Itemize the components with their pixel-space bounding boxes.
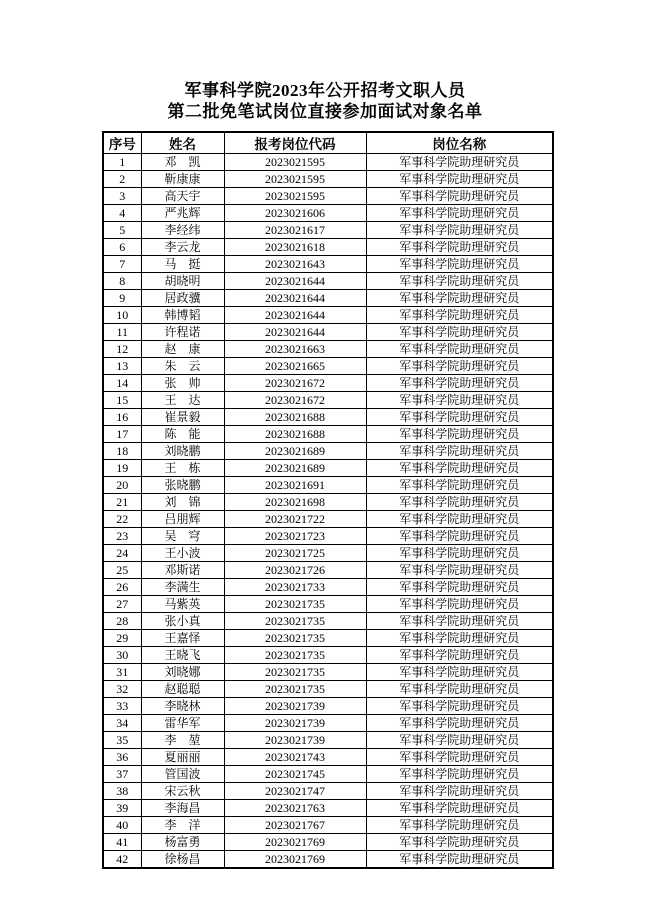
cell-code: 2023021725 — [224, 545, 366, 562]
cell-position: 军事科学院助理研究员 — [366, 511, 553, 528]
cell-code: 2023021689 — [224, 460, 366, 477]
cell-index: 12 — [103, 341, 141, 358]
cell-code: 2023021595 — [224, 188, 366, 205]
cell-name: 李海昌 — [141, 800, 224, 817]
cell-index: 14 — [103, 375, 141, 392]
cell-code: 2023021665 — [224, 358, 366, 375]
cell-position: 军事科学院助理研究员 — [366, 783, 553, 800]
cell-name: 夏丽丽 — [141, 749, 224, 766]
table-row — [103, 647, 553, 664]
cell-position: 军事科学院助理研究员 — [366, 647, 553, 664]
table-row — [103, 205, 553, 222]
cell-code: 2023021595 — [224, 154, 366, 171]
cell-code: 2023021733 — [224, 579, 366, 596]
table-row — [103, 698, 553, 715]
cell-name: 李 堃 — [141, 732, 224, 749]
cell-position: 军事科学院助理研究员 — [366, 596, 553, 613]
cell-index: 9 — [103, 290, 141, 307]
header-cell-index: 序号 — [103, 132, 141, 154]
cell-code: 2023021644 — [224, 324, 366, 341]
cell-name: 张 帅 — [141, 375, 224, 392]
cell-name: 杨富勇 — [141, 834, 224, 851]
cell-index: 17 — [103, 426, 141, 443]
table-header-row — [103, 132, 553, 154]
cell-position: 军事科学院助理研究员 — [366, 409, 553, 426]
cell-name: 王嘉怿 — [141, 630, 224, 647]
cell-index: 27 — [103, 596, 141, 613]
document-title — [0, 0, 650, 122]
cell-index: 32 — [103, 681, 141, 698]
table-row — [103, 392, 553, 409]
cell-code: 2023021689 — [224, 443, 366, 460]
cell-name: 王 达 — [141, 392, 224, 409]
table-row — [103, 613, 553, 630]
header-cell-code: 报考岗位代码 — [224, 132, 366, 154]
table-row — [103, 341, 553, 358]
table-row — [103, 817, 553, 834]
cell-name: 崔景毅 — [141, 409, 224, 426]
cell-position: 军事科学院助理研究员 — [366, 188, 553, 205]
cell-code: 2023021726 — [224, 562, 366, 579]
table-row — [103, 834, 553, 851]
cell-name: 李云龙 — [141, 239, 224, 256]
cell-index: 39 — [103, 800, 141, 817]
cell-name: 赵聪聪 — [141, 681, 224, 698]
cell-name: 胡晓明 — [141, 273, 224, 290]
cell-index: 38 — [103, 783, 141, 800]
cell-name: 刘晓娜 — [141, 664, 224, 681]
cell-name: 雷华军 — [141, 715, 224, 732]
cell-position: 军事科学院助理研究员 — [366, 681, 553, 698]
table-row — [103, 783, 553, 800]
cell-name: 赵 康 — [141, 341, 224, 358]
cell-position: 军事科学院助理研究员 — [366, 392, 553, 409]
table-row — [103, 154, 553, 171]
cell-name: 邓 凯 — [141, 154, 224, 171]
cell-name: 李 洋 — [141, 817, 224, 834]
cell-code: 2023021743 — [224, 749, 366, 766]
cell-index: 40 — [103, 817, 141, 834]
cell-name: 居政骥 — [141, 290, 224, 307]
cell-code: 2023021644 — [224, 273, 366, 290]
cell-position: 军事科学院助理研究员 — [366, 494, 553, 511]
cell-code: 2023021698 — [224, 494, 366, 511]
title-line-2: 第二批免笔试岗位直接参加面试对象名单 — [167, 102, 483, 121]
cell-index: 30 — [103, 647, 141, 664]
cell-index: 3 — [103, 188, 141, 205]
cell-position: 军事科学院助理研究员 — [366, 477, 553, 494]
table-row — [103, 273, 553, 290]
table-row — [103, 409, 553, 426]
cell-code: 2023021644 — [224, 290, 366, 307]
cell-index: 7 — [103, 256, 141, 273]
cell-index: 22 — [103, 511, 141, 528]
table-row — [103, 307, 553, 324]
cell-name: 许程诺 — [141, 324, 224, 341]
cell-position: 军事科学院助理研究员 — [366, 205, 553, 222]
table-row — [103, 290, 553, 307]
cell-position: 军事科学院助理研究员 — [366, 307, 553, 324]
cell-index: 33 — [103, 698, 141, 715]
cell-position: 军事科学院助理研究员 — [366, 715, 553, 732]
cell-position: 军事科学院助理研究员 — [366, 630, 553, 647]
table-row — [103, 460, 553, 477]
cell-index: 28 — [103, 613, 141, 630]
cell-code: 2023021747 — [224, 783, 366, 800]
cell-name: 吴 穹 — [141, 528, 224, 545]
cell-name: 靳康康 — [141, 171, 224, 188]
table-row — [103, 358, 553, 375]
cell-code: 2023021745 — [224, 766, 366, 783]
cell-position: 军事科学院助理研究员 — [366, 698, 553, 715]
cell-position: 军事科学院助理研究员 — [366, 545, 553, 562]
cell-index: 21 — [103, 494, 141, 511]
cell-index: 8 — [103, 273, 141, 290]
table-row — [103, 851, 553, 869]
cell-index: 4 — [103, 205, 141, 222]
table-row — [103, 188, 553, 205]
cell-position: 军事科学院助理研究员 — [366, 851, 553, 869]
cell-code: 2023021644 — [224, 307, 366, 324]
cell-code: 2023021735 — [224, 681, 366, 698]
cell-position: 军事科学院助理研究员 — [366, 817, 553, 834]
cell-position: 军事科学院助理研究员 — [366, 341, 553, 358]
table-row — [103, 596, 553, 613]
cell-position: 军事科学院助理研究员 — [366, 562, 553, 579]
cell-index: 41 — [103, 834, 141, 851]
cell-position: 军事科学院助理研究员 — [366, 613, 553, 630]
cell-name: 马紫英 — [141, 596, 224, 613]
cell-code: 2023021617 — [224, 222, 366, 239]
cell-index: 36 — [103, 749, 141, 766]
table-row — [103, 171, 553, 188]
table-row — [103, 732, 553, 749]
table-body — [103, 154, 553, 869]
table-row — [103, 256, 553, 273]
cell-position: 军事科学院助理研究员 — [366, 358, 553, 375]
cell-index: 6 — [103, 239, 141, 256]
cell-index: 5 — [103, 222, 141, 239]
cell-index: 29 — [103, 630, 141, 647]
cell-index: 26 — [103, 579, 141, 596]
cell-code: 2023021735 — [224, 613, 366, 630]
cell-position: 军事科学院助理研究员 — [366, 426, 553, 443]
cell-position: 军事科学院助理研究员 — [366, 154, 553, 171]
cell-name: 邓斯诺 — [141, 562, 224, 579]
cell-index: 16 — [103, 409, 141, 426]
cell-code: 2023021739 — [224, 732, 366, 749]
table-row — [103, 715, 553, 732]
table-row — [103, 239, 553, 256]
table-row — [103, 222, 553, 239]
cell-index: 15 — [103, 392, 141, 409]
cell-code: 2023021763 — [224, 800, 366, 817]
cell-position: 军事科学院助理研究员 — [366, 749, 553, 766]
cell-code: 2023021739 — [224, 715, 366, 732]
cell-code: 2023021688 — [224, 426, 366, 443]
cell-name: 严兆辉 — [141, 205, 224, 222]
cell-index: 1 — [103, 154, 141, 171]
cell-position: 军事科学院助理研究员 — [366, 834, 553, 851]
cell-index: 10 — [103, 307, 141, 324]
cell-code: 2023021739 — [224, 698, 366, 715]
cell-position: 军事科学院助理研究员 — [366, 256, 553, 273]
cell-name: 韩博韬 — [141, 307, 224, 324]
cell-code: 2023021722 — [224, 511, 366, 528]
applicants-table — [102, 131, 554, 869]
cell-name: 王 栋 — [141, 460, 224, 477]
table-row — [103, 630, 553, 647]
cell-index: 24 — [103, 545, 141, 562]
cell-code: 2023021769 — [224, 851, 366, 869]
cell-code: 2023021672 — [224, 375, 366, 392]
cell-code: 2023021691 — [224, 477, 366, 494]
cell-code: 2023021735 — [224, 596, 366, 613]
cell-name: 马 挺 — [141, 256, 224, 273]
cell-name: 刘晓鹏 — [141, 443, 224, 460]
cell-name: 刘 锦 — [141, 494, 224, 511]
cell-code: 2023021735 — [224, 630, 366, 647]
cell-position: 军事科学院助理研究员 — [366, 239, 553, 256]
table-row — [103, 528, 553, 545]
table-row — [103, 749, 553, 766]
cell-name: 张小真 — [141, 613, 224, 630]
cell-name: 宋云秋 — [141, 783, 224, 800]
cell-index: 35 — [103, 732, 141, 749]
cell-position: 军事科学院助理研究员 — [366, 171, 553, 188]
cell-index: 42 — [103, 851, 141, 869]
cell-index: 23 — [103, 528, 141, 545]
cell-position: 军事科学院助理研究员 — [366, 222, 553, 239]
cell-position: 军事科学院助理研究员 — [366, 375, 553, 392]
cell-position: 军事科学院助理研究员 — [366, 664, 553, 681]
table-row — [103, 766, 553, 783]
cell-index: 37 — [103, 766, 141, 783]
cell-code: 2023021688 — [224, 409, 366, 426]
cell-position: 军事科学院助理研究员 — [366, 766, 553, 783]
header-cell-name: 姓名 — [141, 132, 224, 154]
cell-position: 军事科学院助理研究员 — [366, 732, 553, 749]
table-row — [103, 545, 553, 562]
table-row — [103, 511, 553, 528]
cell-index: 25 — [103, 562, 141, 579]
cell-index: 31 — [103, 664, 141, 681]
cell-code: 2023021606 — [224, 205, 366, 222]
cell-name: 高天宇 — [141, 188, 224, 205]
title-line-1: 军事科学院2023年公开招考文职人员 — [184, 81, 466, 100]
table-row — [103, 477, 553, 494]
table-row — [103, 443, 553, 460]
cell-code: 2023021672 — [224, 392, 366, 409]
cell-name: 吕朋辉 — [141, 511, 224, 528]
header-cell-position: 岗位名称 — [366, 132, 553, 154]
cell-name: 李经纬 — [141, 222, 224, 239]
table-row — [103, 426, 553, 443]
cell-code: 2023021723 — [224, 528, 366, 545]
cell-name: 李晓林 — [141, 698, 224, 715]
table-row — [103, 579, 553, 596]
table-row — [103, 324, 553, 341]
cell-code: 2023021643 — [224, 256, 366, 273]
cell-name: 朱 云 — [141, 358, 224, 375]
cell-code: 2023021663 — [224, 341, 366, 358]
cell-code: 2023021618 — [224, 239, 366, 256]
cell-position: 军事科学院助理研究员 — [366, 800, 553, 817]
cell-index: 11 — [103, 324, 141, 341]
cell-index: 18 — [103, 443, 141, 460]
cell-index: 20 — [103, 477, 141, 494]
cell-position: 军事科学院助理研究员 — [366, 460, 553, 477]
table-row — [103, 375, 553, 392]
cell-name: 陈 能 — [141, 426, 224, 443]
cell-position: 军事科学院助理研究员 — [366, 579, 553, 596]
table-row — [103, 494, 553, 511]
table-row — [103, 664, 553, 681]
cell-index: 2 — [103, 171, 141, 188]
cell-name: 王晓飞 — [141, 647, 224, 664]
cell-index: 13 — [103, 358, 141, 375]
cell-name: 徐杨昌 — [141, 851, 224, 869]
cell-name: 王小波 — [141, 545, 224, 562]
cell-name: 管国波 — [141, 766, 224, 783]
cell-name: 张晓鹏 — [141, 477, 224, 494]
table-row — [103, 562, 553, 579]
cell-code: 2023021767 — [224, 817, 366, 834]
cell-position: 军事科学院助理研究员 — [366, 528, 553, 545]
table-row — [103, 681, 553, 698]
cell-name: 李满生 — [141, 579, 224, 596]
cell-position: 军事科学院助理研究员 — [366, 290, 553, 307]
cell-position: 军事科学院助理研究员 — [366, 443, 553, 460]
cell-code: 2023021769 — [224, 834, 366, 851]
cell-index: 34 — [103, 715, 141, 732]
cell-code: 2023021735 — [224, 664, 366, 681]
cell-code: 2023021595 — [224, 171, 366, 188]
table-row — [103, 800, 553, 817]
cell-position: 军事科学院助理研究员 — [366, 324, 553, 341]
cell-index: 19 — [103, 460, 141, 477]
cell-code: 2023021735 — [224, 647, 366, 664]
cell-position: 军事科学院助理研究员 — [366, 273, 553, 290]
